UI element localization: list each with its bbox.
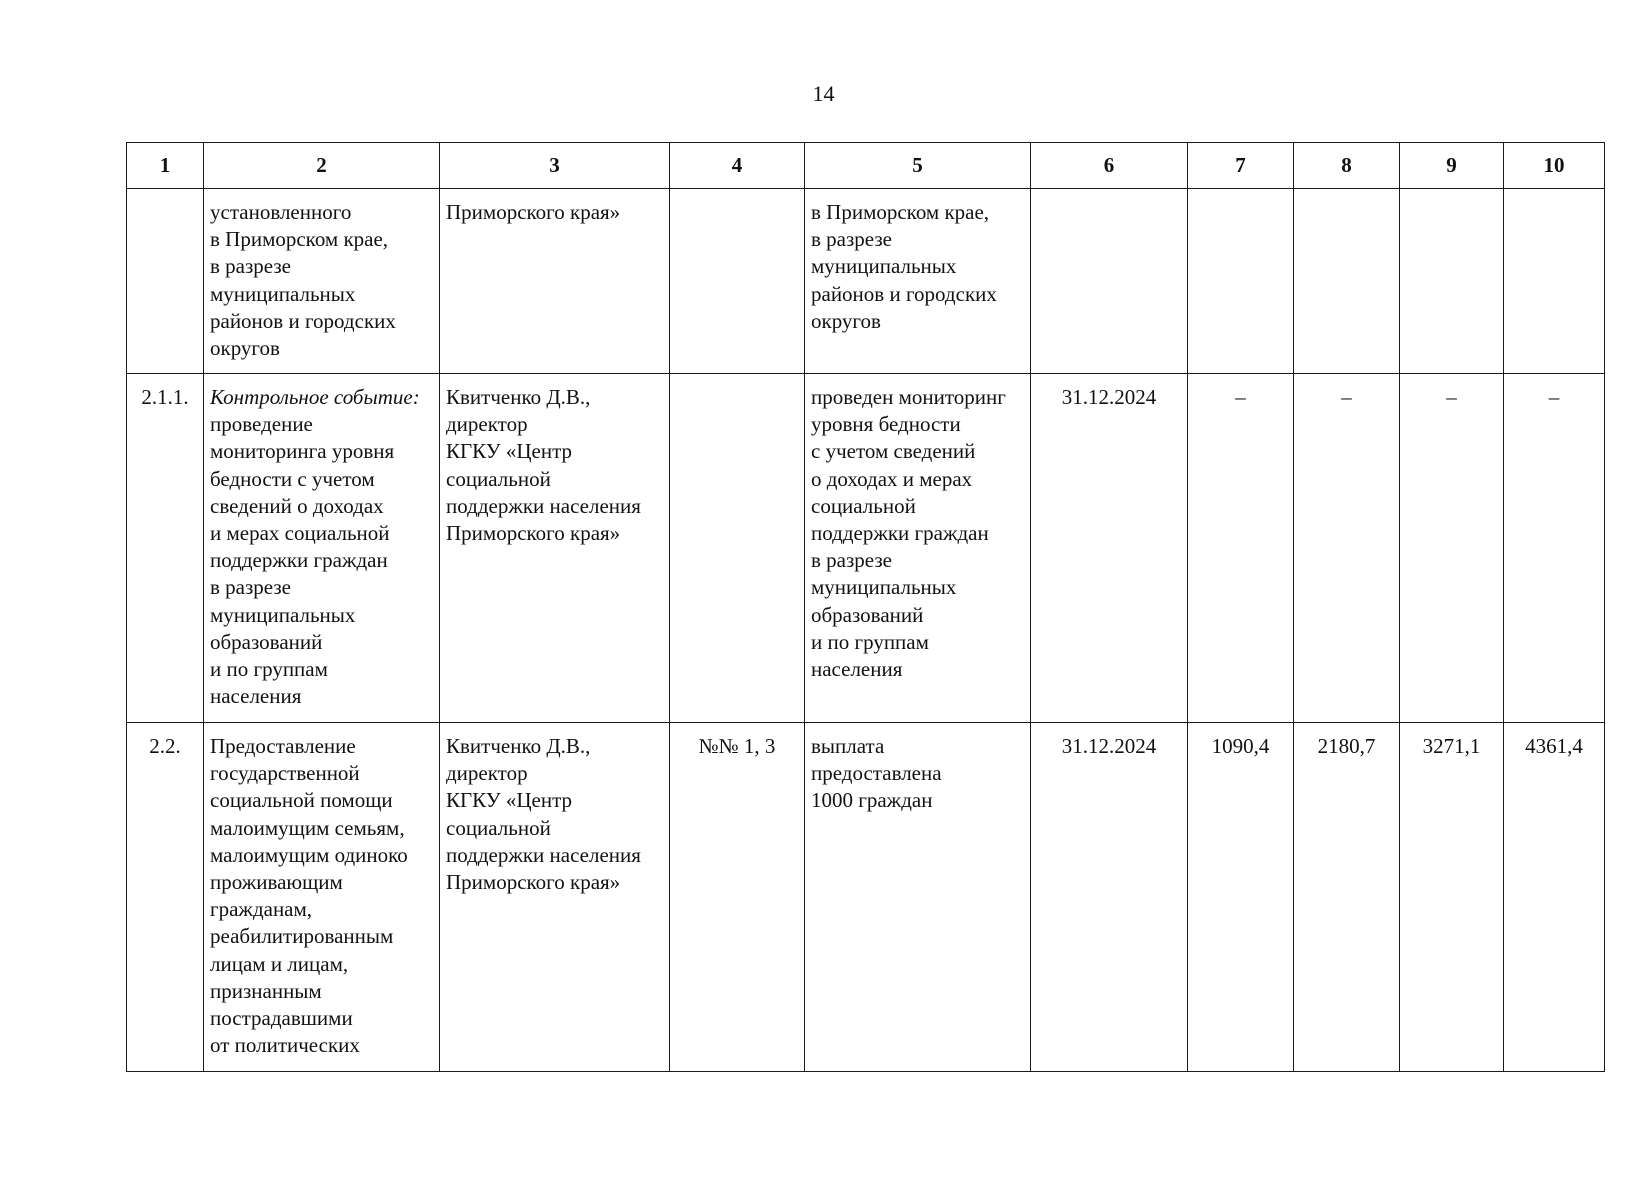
measure-type-label: Контрольное событие: <box>210 385 420 409</box>
value-cell: – <box>1294 374 1400 723</box>
header-cell: 6 <box>1031 143 1188 189</box>
responsible-cell: Квитченко Д.В., директор КГКУ «Центр социальной поддержки населения Приморского края» <box>440 374 670 723</box>
value-cell: – <box>1400 374 1504 723</box>
table-row <box>127 374 1605 723</box>
measure-name-text: Предоставление государственной социальной помощи малоимущим семьям, малоимущим одиноко проживающим гражданам, реабилитированным лицам и лицам, признанным пострадавшими от политических <box>210 734 408 1058</box>
result-cell: выплата предоставлена 1000 граждан <box>805 723 1031 1072</box>
value-cell: – <box>1504 374 1605 723</box>
value-cell: 2180,7 <box>1294 723 1400 1072</box>
value-cell <box>1400 189 1504 374</box>
responsible-cell: Квитченко Д.В., директор КГКУ «Центр социальной поддержки населения Приморского края» <box>440 723 670 1072</box>
responsible-cell: Приморского края» <box>440 189 670 374</box>
measure-name-text: установленного в Приморском крае, в разрезе муниципальных районов и городских округов <box>210 200 396 361</box>
header-cell: 10 <box>1504 143 1605 189</box>
plan-table <box>126 142 1605 1072</box>
row-number-cell: 2.1.1. <box>127 374 204 723</box>
table-header-row <box>127 143 1605 189</box>
indicator-ref-cell <box>670 374 805 723</box>
deadline-cell <box>1031 189 1188 374</box>
header-cell: 2 <box>204 143 440 189</box>
value-cell: – <box>1188 374 1294 723</box>
value-cell <box>1188 189 1294 374</box>
value-cell: 1090,4 <box>1188 723 1294 1072</box>
value-cell <box>1294 189 1400 374</box>
header-cell: 3 <box>440 143 670 189</box>
header-cell: 7 <box>1188 143 1294 189</box>
result-cell: проведен мониторинг уровня бедности с учетом сведений о доходах и мерах социальной поддержки граждан в разрезе муниципальных образований и по группам населения <box>805 374 1031 723</box>
indicator-ref-cell <box>670 189 805 374</box>
measure-name-cell <box>204 189 440 374</box>
value-cell: 4361,4 <box>1504 723 1605 1072</box>
row-number-cell <box>127 189 204 374</box>
table-row <box>127 723 1605 1072</box>
header-cell: 9 <box>1400 143 1504 189</box>
page-number: 14 <box>812 81 835 106</box>
value-cell <box>1504 189 1605 374</box>
header-cell: 8 <box>1294 143 1400 189</box>
measure-name-cell <box>204 723 440 1072</box>
value-cell: 3271,1 <box>1400 723 1504 1072</box>
indicator-ref-cell: №№ 1, 3 <box>670 723 805 1072</box>
measure-name-cell <box>204 374 440 723</box>
deadline-cell: 31.12.2024 <box>1031 374 1188 723</box>
measure-name-text: проведение мониторинга уровня бедности с учетом сведений о доходах и мерах социальной поддержки граждан в разрезе муниципальных образований и по группам населения <box>210 412 395 709</box>
row-number-cell: 2.2. <box>127 723 204 1072</box>
result-cell: в Приморском крае, в разрезе муниципальных районов и городских округов <box>805 189 1031 374</box>
header-cell: 5 <box>805 143 1031 189</box>
header-cell: 1 <box>127 143 204 189</box>
table-row <box>127 189 1605 374</box>
deadline-cell: 31.12.2024 <box>1031 723 1188 1072</box>
header-cell: 4 <box>670 143 805 189</box>
